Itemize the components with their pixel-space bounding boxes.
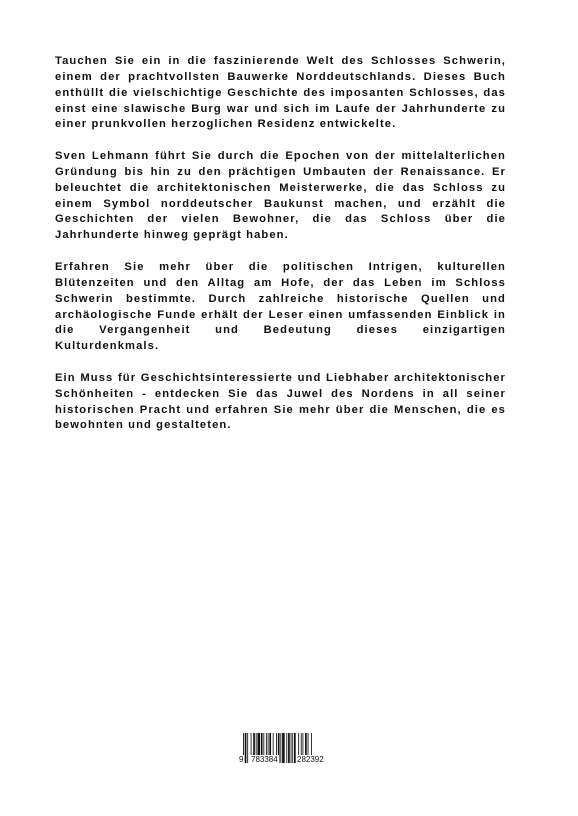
blurb-paragraph-4: Ein Muss für Geschichtsinteressierte und Liebhaber architektonischer Schönheiten - entdecken Sie das Juwel des Nordens in all seiner historischen Pracht und erfahren Sie mehr über die Menschen, die es bewohnten und gestalteten. [55,371,506,432]
barcode-digits-right: 282392 [297,755,324,764]
barcode-digit-first: 9 [239,755,244,764]
blurb-text [55,54,506,450]
blurb-paragraph-1: Tauchen Sie ein in die faszinierende Welt des Schlosses Schwerin, einem der prachtvollsten Bauwerke Norddeutschlands. Dieses Buch enthüllt die vielschichtige Geschichte des imposanten Schlosses, das einst eine slawische Burg war und sich im Laufe der Jahrhunderte zu einer prunkvollen herzoglichen Residenz entwickelte. [55,55,506,131]
barcode-digits-left: 783384 [251,755,278,764]
blurb-paragraph-3: Erfahren Sie mehr über die politischen Intrigen, kulturellen Blütenzeiten und den Alltag am Hofe, der das Leben im Schloss Schwerin bestimmte. Durch zahlreiche historische Quellen und archäologische Funde erhält der Leser einen umfassenden Einblick in die Vergangenheit und Bedeutung dieses einzigartigen Kulturdenkmals. [55,260,506,353]
blurb-paragraph-2: Sven Lehmann führt Sie durch die Epochen von der mittelalterlichen Gründung bis hin zu den prächtigen Umbauten der Renaissance. Er beleuchtet die architektonischen Meisterwerke, die das Schloss zu einem Symbol norddeutscher Baukunst machen, und erzählt die Geschichten der vielen Bewohner, die das Schloss über die Jahrhunderte hinweg geprägt haben. [55,150,506,242]
barcode-digits [238,755,342,767]
